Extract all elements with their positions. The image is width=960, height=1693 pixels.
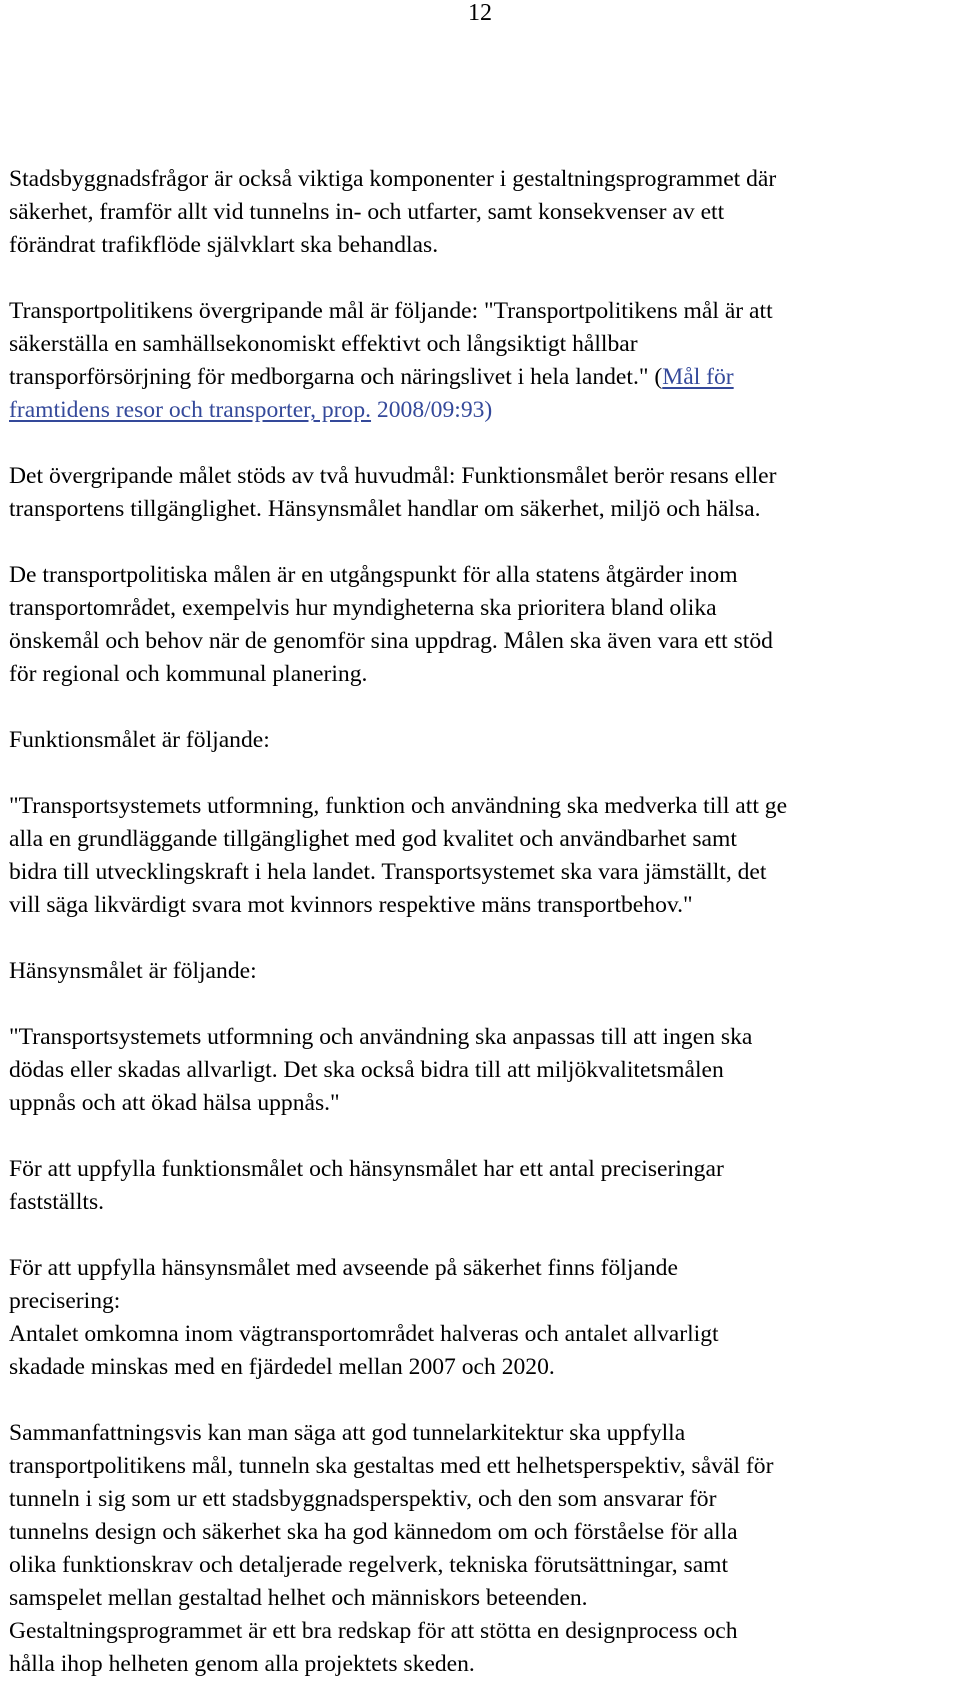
text-line: transportpolitikens mål, tunneln ska gestaltas med ett helhetsperspektiv, såväl för xyxy=(9,1453,774,1479)
text-line: Gestaltningsprogrammet är ett bra redskap för att stötta en designprocess och xyxy=(9,1618,738,1644)
text-line: "Transportsystemets utformning, funktion och användning ska medverka till att ge xyxy=(9,793,788,819)
reference-number: 2008/09:93 xyxy=(371,397,485,423)
text-line: samspelet mellan gestaltad helhet och människors beteenden. xyxy=(9,1585,588,1611)
text-line: Transportpolitikens övergripande mål är följande: "Transportpolitikens mål är att xyxy=(9,298,773,324)
paragraph-urban-planning xyxy=(9,163,960,262)
text-line: Stadsbyggnadsfrågor är också viktiga komponenter i gestaltningsprogrammet där xyxy=(9,166,777,192)
text-line: olika funktionskrav och detaljerade regelverk, tekniska förutsättningar, samt xyxy=(9,1552,729,1578)
text-line: Det övergripande målet stöds av två huvudmål: Funktionsmålet berör resans eller xyxy=(9,463,777,489)
text-line: fastställts. xyxy=(9,1189,105,1215)
text-line: uppnås och att ökad hälsa uppnås." xyxy=(9,1090,340,1116)
text-line: Antalet omkomna inom vägtransportområdet halveras och antalet allvarligt xyxy=(9,1321,719,1347)
text-line: alla en grundläggande tillgänglighet med god kvalitet och användbarhet samt xyxy=(9,826,737,852)
document-body xyxy=(9,163,960,1681)
reference-link[interactable]: Mål för xyxy=(662,364,734,390)
text-line: För att uppfylla hänsynsmålet med avseende på säkerhet finns följande xyxy=(9,1255,678,1281)
paragraph-starting-point xyxy=(9,559,960,691)
text-line: dödas eller skadas allvarligt. Det ska också bidra till att miljökvalitetsmålen xyxy=(9,1057,724,1083)
text-line: transportens tillgänglighet. Hänsynsmålet handlar om säkerhet, miljö och hälsa. xyxy=(9,496,761,522)
paragraph-main-goals xyxy=(9,460,960,526)
text-line: För att uppfylla funktionsmålet och hänsynsmålet har ett antal preciseringar xyxy=(9,1156,724,1182)
paragraph-consideration-goal-quote xyxy=(9,1021,960,1120)
text-line: för regional och kommunal planering. xyxy=(9,661,368,687)
paragraph-function-goal-heading xyxy=(9,724,960,757)
text-line: precisering: xyxy=(9,1288,121,1314)
text-line: skadade minskas med en fjärdedel mellan 2007 och 2020. xyxy=(9,1354,555,1380)
text-line: Funktionsmålet är följande: xyxy=(9,727,270,753)
text-line: Sammanfattningsvis kan man säga att god tunnelarkitektur ska uppfylla xyxy=(9,1420,686,1446)
text-line: önskemål och behov när de genomför sina uppdrag. Målen ska även vara ett stöd xyxy=(9,628,773,654)
reference-close: ) xyxy=(484,397,493,423)
paragraph-summary xyxy=(9,1417,960,1681)
reference-link-continued[interactable]: framtidens resor och transporter, prop. xyxy=(9,397,372,423)
text-line: Hänsynsmålet är följande: xyxy=(9,958,257,984)
text-fragment: transporförsörjning för medborgarna och näringslivet i hela landet." ( xyxy=(9,364,663,390)
paragraph-specifications xyxy=(9,1153,960,1219)
text-line: förändrat trafikflöde självklart ska behandlas. xyxy=(9,232,439,258)
text-line: säkerhet, framför allt vid tunnelns in- och utfarter, samt konsekvenser av ett xyxy=(9,199,725,225)
text-line: bidra till utvecklingskraft i hela landet. Transportsystemet ska vara jämställt, det xyxy=(9,859,767,885)
text-line: tunnelns design och säkerhet ska ha god kännedom om och förståelse för alla xyxy=(9,1519,738,1545)
paragraph-transport-policy-goal xyxy=(9,295,960,427)
paragraph-safety-specification xyxy=(9,1252,960,1384)
page-number: 12 xyxy=(468,0,492,26)
text-line: hålla ihop helheten genom alla projektets skeden. xyxy=(9,1651,475,1677)
text-line: transportområdet, exempelvis hur myndigheterna ska prioritera bland olika xyxy=(9,595,717,621)
text-line: tunneln i sig som ur ett stadsbyggnadsperspektiv, och den som ansvarar för xyxy=(9,1486,717,1512)
text-line: "Transportsystemets utformning och användning ska anpassas till att ingen ska xyxy=(9,1024,753,1050)
paragraph-function-goal-quote xyxy=(9,790,960,922)
paragraph-consideration-goal-heading xyxy=(9,955,960,988)
text-line: säkerställa en samhällsekonomiskt effektivt och långsiktigt hållbar xyxy=(9,331,638,357)
text-line xyxy=(9,394,960,427)
text-line xyxy=(9,361,960,394)
text-line: vill säga likvärdigt svara mot kvinnors respektive mäns transportbehov." xyxy=(9,892,693,918)
text-line: De transportpolitiska målen är en utgångspunkt för alla statens åtgärder inom xyxy=(9,562,738,588)
